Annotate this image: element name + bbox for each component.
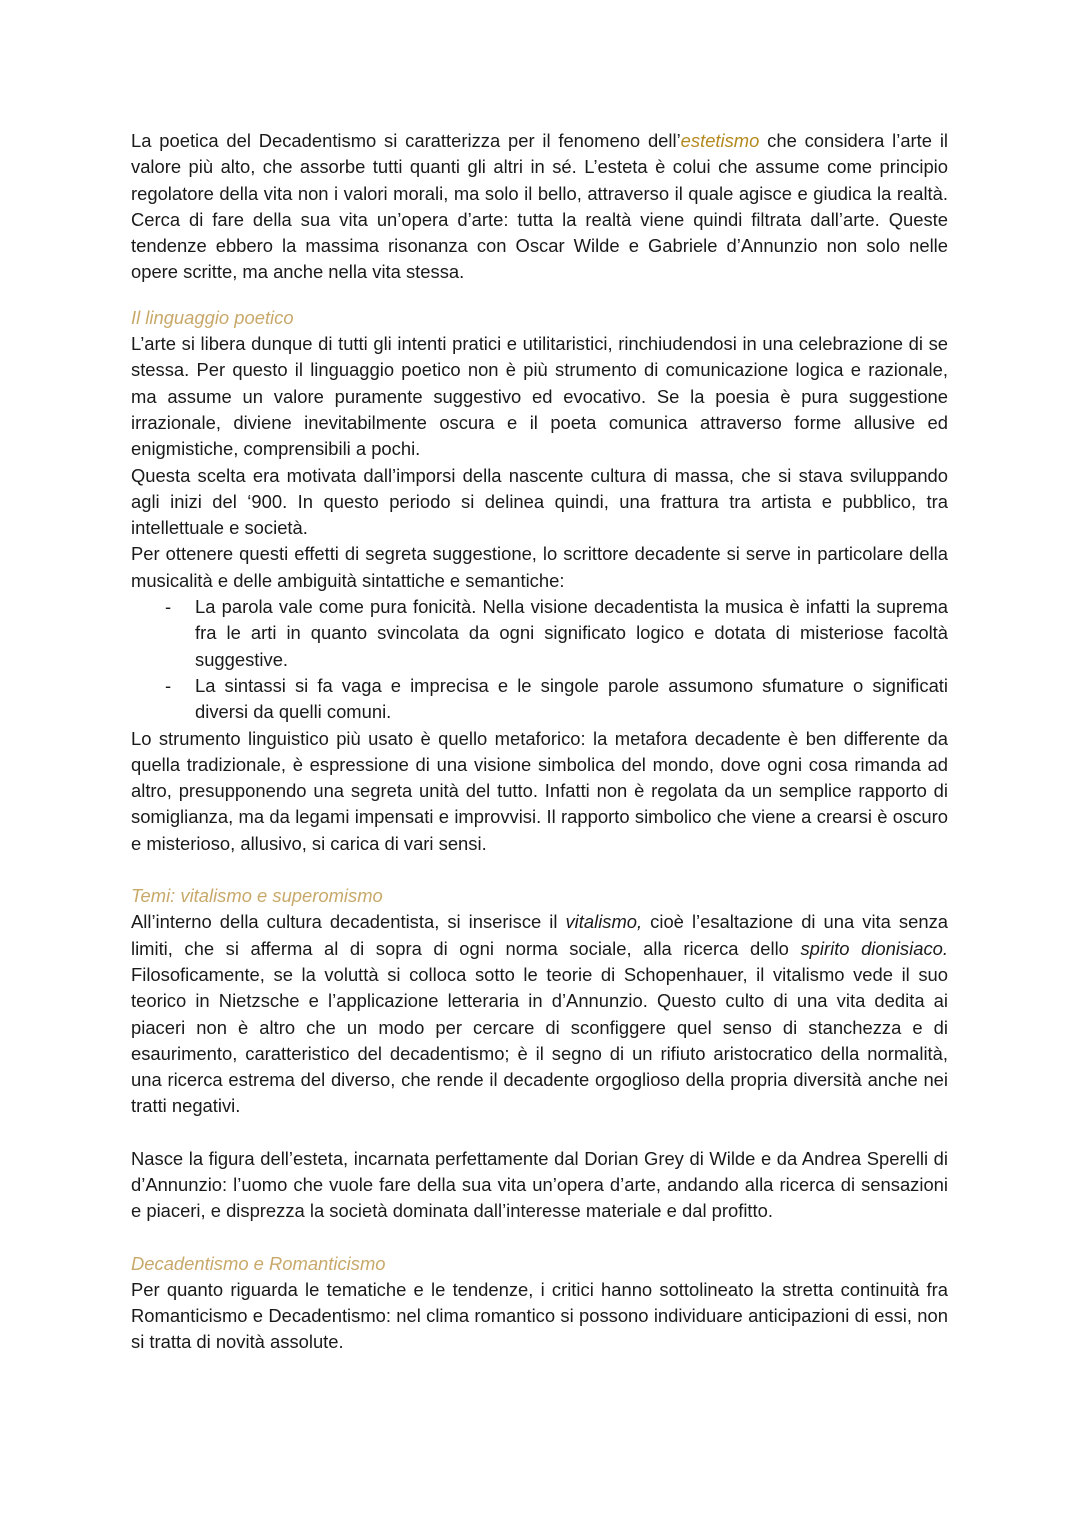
- section1-paragraph-1: L’arte si libera dunque di tutti gli intenti pratici e utilitaristici, rinchiudendosi in una celebrazione di se stessa. Per questo il linguaggio poetico non è più strumento di comunicazione logica e razionale, ma assume un valore puramente suggestivo ed evocativo. Se la poesia è pura suggestione irrazionale, diviene inevitabilmente oscura e il poeta comunica attraverso forme allusive ed enigmistiche, comprensibili a pochi.: [131, 333, 948, 460]
- term-spirito-dionisiaco: spirito dionisiaco.: [800, 937, 948, 959]
- section2-paragraph-1: All’interno della cultura decadentista, si inserisce il vitalismo, cioè l’esaltazione di una vita senza limiti, che si afferma al di sopra di ogni norma sociale, alla ricerca dello spirito dionisiaco. Filosoficamente, se la voluttà si colloca sotto le teorie di Schopenhauer, il vitalismo vede il suo teorico in Nietzsche e l’applicazione letteraria in d’Annunzio. Questo culto di una vita dedita ai piaceri non è altro che un modo per cercare di sconfiggere quel senso di stanchezza e di esaurimento, caratteristico del decadentismo; è il segno di un rifiuto aristocratico della normalità, una ricerca estrema del diverso, che rende il decadente orgoglioso della propria diversità anche nei tratti negativi.: [131, 911, 948, 1117]
- section-heading-romanticismo: Decadentismo e Romanticismo: [131, 1252, 386, 1274]
- bullet-list: [131, 594, 948, 725]
- section-heading-temi: Temi: vitalismo e superomismo: [131, 885, 383, 907]
- dash-bullet: -: [165, 596, 172, 618]
- intro-paragraph: La poetica del Decadentismo si caratterizza per il fenomeno dell’estetismo che considera l’arte il valore più alto, che assorbe tutti quanti gli altri in sé. L’esteta è colui che assume come principio regolatore della vita non i valori morali, ma solo il bello, attraverso il quale agisce e giudica la realtà. Cerca di fare della sua vita un’opera d’arte: tutta la realtà viene quindi filtrata dall’arte. Queste tendenze ebbero la massima risonanza con Oscar Wilde e Gabriele d’Annunzio non solo nelle opere scritte, ma anche nella vita stessa.: [131, 130, 948, 283]
- document-page: [131, 128, 948, 1356]
- term-vitalismo: vitalismo,: [565, 911, 643, 933]
- section1-paragraph-4: Lo strumento linguistico più usato è quello metaforico: la metafora decadente è ben differente da quella tradizionale, è espressione di una visione simbolica del mondo, dove ogni cosa rimanda ad altro, presupponendo una segreta unità del tutto. Infatti non è regolata da un semplice rapporto di somiglianza, ma da legami impensati e improvvisi. Il rapporto simbolico che viene a crearsi è oscuro e misterioso, allusivo, si carica di vari sensi.: [131, 727, 948, 854]
- section-heading-linguaggio: Il linguaggio poetico: [131, 306, 294, 328]
- list-item: - La parola vale come pura fonicità. Nella visione decadentista la musica è infatti la suprema fra le arti in quanto svincolata da ogni significato logico e dotata di misteriose facoltà suggestive.: [165, 596, 948, 670]
- section1-paragraph-3: Per ottenere questi effetti di segreta suggestione, lo scrittore decadente si serve in particolare della musicalità e delle ambiguità sintattiche e semantiche:: [131, 543, 948, 591]
- dash-bullet: -: [165, 674, 172, 696]
- list-item: - La sintassi si fa vaga e imprecisa e le singole parole assumono sfumature o significati diversi da quelli comuni.: [165, 674, 948, 723]
- section3-paragraph-1: Per quanto riguarda le tematiche e le tendenze, i critici hanno sottolineato la stretta continuità fra Romanticismo e Decadentismo: nel clima romantico si possono individuare anticipazioni di essi, non si tratta di novità assolute.: [131, 1278, 948, 1353]
- section2-paragraph-2: Nasce la figura dell’esteta, incarnata perfettamente dal Dorian Grey di Wilde e da Andrea Sperelli di d’Annunzio: l’uomo che vuole fare della sua vita un’opera d’arte, andando alla ricerca di sensazioni e piaceri, e disprezza la società dominata dall’interesse materiale e dal profitto.: [131, 1147, 948, 1222]
- term-estetismo: estetismo: [680, 130, 760, 151]
- section1-paragraph-2: Questa scelta era motivata dall’imporsi della nascente cultura di massa, che si stava sviluppando agli inizi del ‘900. In questo periodo si delinea quindi, una frattura tra artista e pubblico, tra intellettuale e società.: [131, 464, 948, 539]
